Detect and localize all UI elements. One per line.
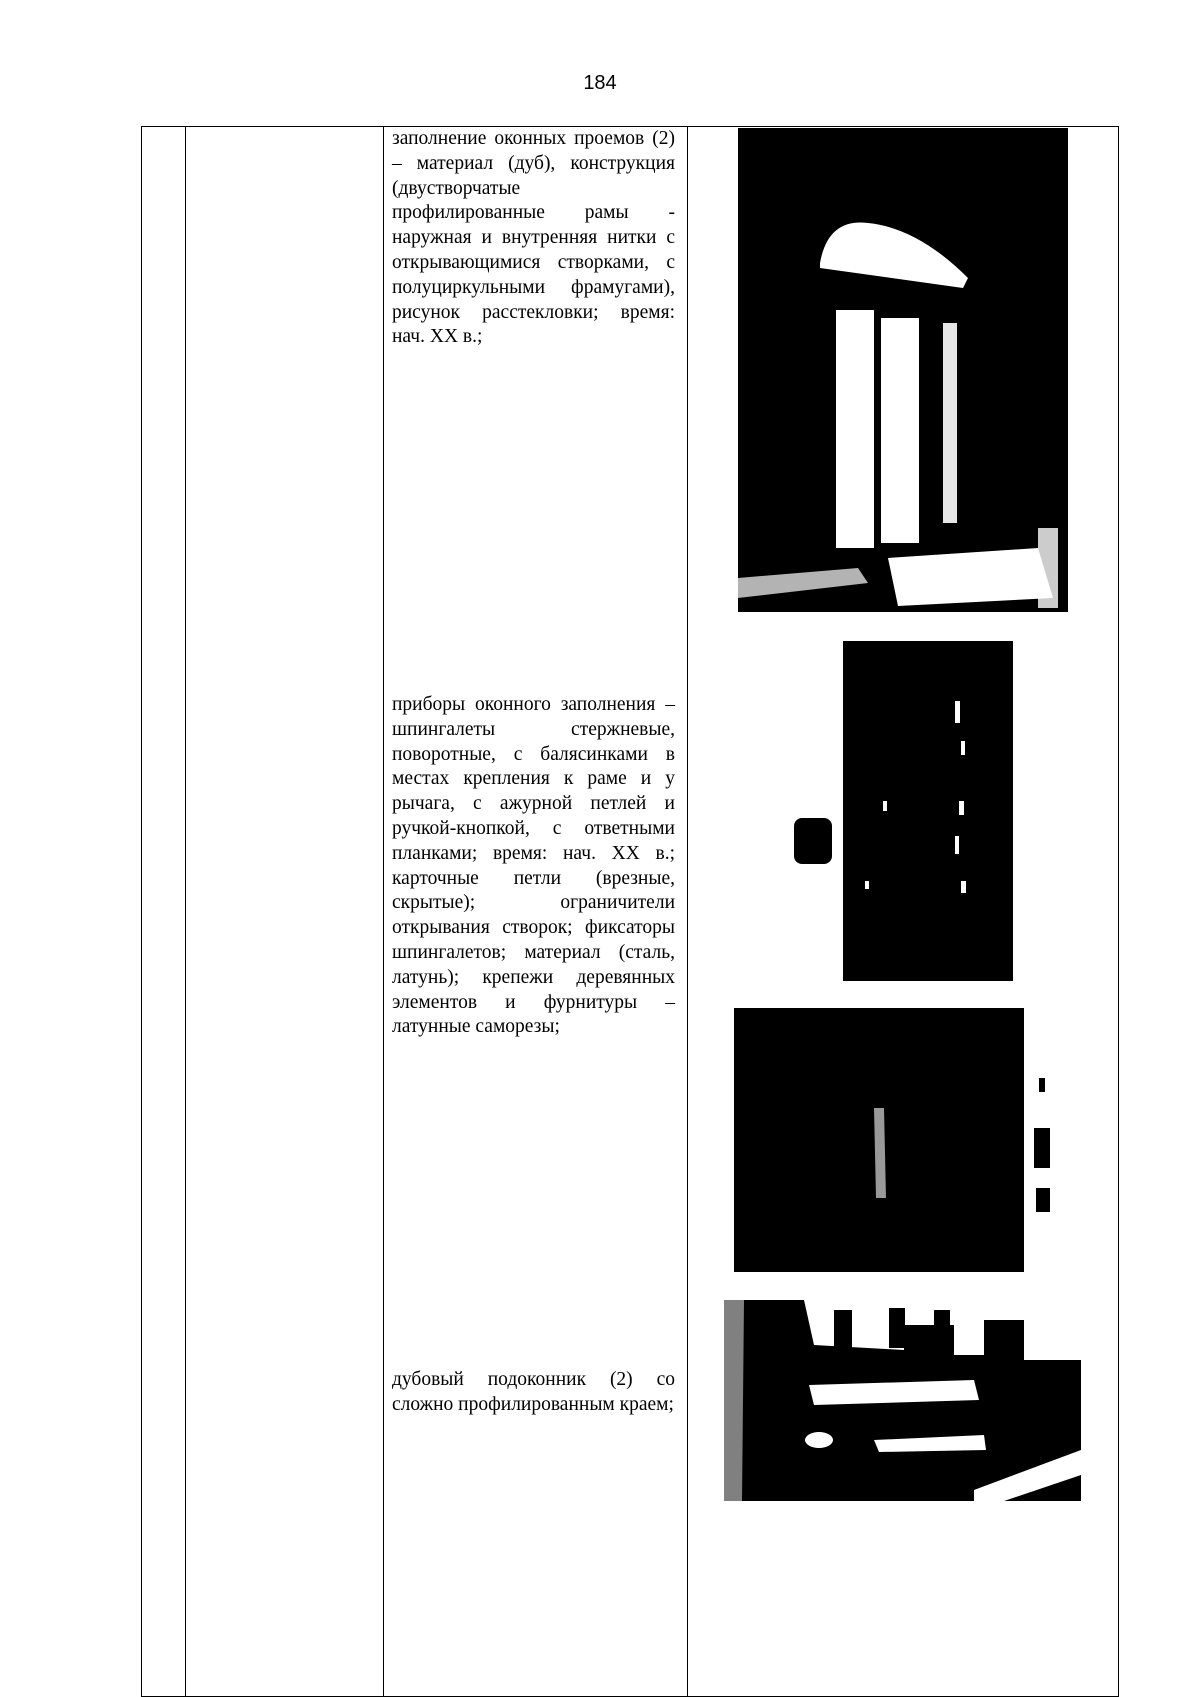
- espagnolette-knob: [794, 818, 832, 864]
- column-divider-1: [185, 127, 186, 1696]
- window-hardware-description: приборы оконного заполнения – шпингалеты стержневые, поворотные, с балясинками в местах крепления к раме и у рычага, с ажурной петлей и ручкой-кнопкой, с ответными планками; время: нач. XX в.; карточные петли (врезные, скрытые); ограничители открывания створок; фиксаторы шпингалетов; материал (сталь, латунь); крепежи деревянных элементов и фурнитуры – латунные саморезы;: [392, 694, 675, 1038]
- hinge-photo: [734, 1008, 1070, 1272]
- windowsill-photo: [724, 1300, 1081, 1501]
- window-photo: [738, 128, 1068, 612]
- page-number: 184: [583, 72, 617, 94]
- window-filling-description: заполнение оконных проемов (2) – материал (дуб), конструкция (двустворчатые профилированные рамы - наружная и внутренняя нитки с открывающимися створками, с полуциркульными фрамугами), рисунок расстекловки; время: нач. XX в.;: [392, 128, 675, 348]
- espagnolette-photo: [843, 641, 1030, 981]
- column-divider-2: [383, 127, 384, 1696]
- column-divider-3: [687, 127, 688, 1696]
- windowsill-description: дубовый подоконник (2) со сложно профилированным краем;: [392, 1369, 675, 1415]
